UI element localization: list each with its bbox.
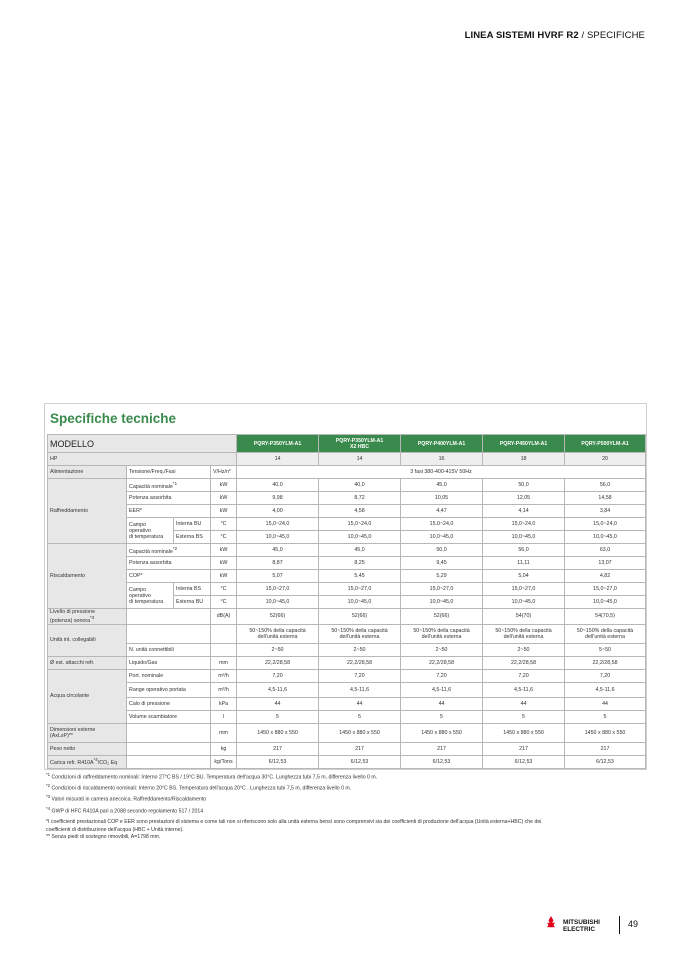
campo-label: Campo operativo di temperatura xyxy=(127,583,174,609)
cell: 7,20 xyxy=(237,669,319,682)
unit-cell: kW xyxy=(211,492,237,505)
row-label: Raffreddamento xyxy=(48,479,127,544)
cell: 1450 x 880 x 550 xyxy=(319,723,401,742)
peso-row xyxy=(48,742,646,755)
note-line: *I coefficienti prestazionali COP e EER sono prestazioni di sistema e come tali non si riferiscono solo alla unità esterna bensì sono comprensivi sia dei coefficienti di produzione dell'acqua (Unità esterna+HBC) che dei xyxy=(46,819,542,825)
cell: 7,20 xyxy=(565,669,646,682)
cell: 10,0~45,0 xyxy=(483,531,565,544)
cell: 40,0 xyxy=(319,479,401,492)
cell: 15,0~27,0 xyxy=(319,583,401,596)
cell: 15,0~24,0 xyxy=(237,518,319,531)
cell: 45,0 xyxy=(319,544,401,557)
cell: 14,58 xyxy=(565,492,646,505)
cell: 44 xyxy=(565,697,646,710)
cell: 14 xyxy=(319,453,401,466)
model-header-row xyxy=(48,435,646,453)
cell: 44 xyxy=(483,697,565,710)
cell: 50~150% della capacità dell'unità esterna xyxy=(483,624,565,643)
cell: 9,45 xyxy=(401,557,483,570)
cell: 50~150% della capacità dell'unità esterna xyxy=(401,624,483,643)
cell: 5 xyxy=(565,710,646,723)
cell: 56,0 xyxy=(565,479,646,492)
cell: 44 xyxy=(237,697,319,710)
unita-numero-row xyxy=(48,643,646,656)
cell: 10,0~45,0 xyxy=(319,596,401,609)
spec-table xyxy=(47,434,646,769)
cell: 10,0~45,0 xyxy=(237,531,319,544)
model-header: PQRY-P500YLM-A1 xyxy=(565,435,646,453)
sub-label: COP* xyxy=(127,570,211,583)
sub-label xyxy=(127,624,211,643)
cell: 10,0~45,0 xyxy=(565,531,646,544)
sub-label: Capacità nominale$^{*1}$ xyxy=(127,479,211,492)
cell: 1450 x 880 x 550 xyxy=(237,723,319,742)
cell: 9,98 xyxy=(237,492,319,505)
raffreddamento-row xyxy=(48,505,646,518)
sub-label xyxy=(127,742,211,755)
footnote: $^{*4}$ GWP di HFC R410A pari a 2088 secondo regolamento 517 / 2014 xyxy=(46,805,204,815)
cell: 8,72 xyxy=(319,492,401,505)
model-header: PQRY-P350YLM-A1 X2 HBC xyxy=(319,435,401,453)
unit-cell: kg xyxy=(211,742,237,755)
mitsubishi-electric-logo xyxy=(541,915,621,937)
sub-label: Volume scambiatore xyxy=(127,710,211,723)
cell: 52(66) xyxy=(237,609,319,625)
cell: 7,20 xyxy=(319,669,401,682)
unit-cell: °C xyxy=(211,596,237,609)
unit-cell: kW xyxy=(211,505,237,518)
raffreddamento-row xyxy=(48,479,646,492)
sub-label: Tensione/Freq./Fasi xyxy=(127,466,211,479)
cell: 3,84 xyxy=(565,505,646,518)
cell: 15,0~27,0 xyxy=(237,583,319,596)
cell: 7,20 xyxy=(401,669,483,682)
footer-divider xyxy=(619,916,620,934)
spec-table-card xyxy=(44,403,647,770)
sub-label: N. unità connettibili xyxy=(127,643,211,656)
row-label: Dimensioni esterne (AxLxP)** xyxy=(48,723,127,742)
cell: 22,2/28,58 xyxy=(237,656,319,669)
cell: 45,0 xyxy=(237,544,319,557)
unit-cell: V/Hz/n° xyxy=(211,466,237,479)
unit-cell: kW xyxy=(211,479,237,492)
cell: 1450 x 880 x 550 xyxy=(483,723,565,742)
cell: 52(66) xyxy=(401,609,483,625)
sub-label: Interna BU xyxy=(174,518,211,531)
cell: 8,87 xyxy=(237,557,319,570)
row-label: Riscaldamento xyxy=(48,544,127,609)
unit-cell: kW xyxy=(211,544,237,557)
row-label: Unità int. collegabili xyxy=(48,624,127,656)
unit-cell xyxy=(211,624,237,643)
sub-label xyxy=(127,755,211,768)
sub-label: EER* xyxy=(127,505,211,518)
cell: 44 xyxy=(401,697,483,710)
cell: 10,0~45,0 xyxy=(401,596,483,609)
row-label: HP xyxy=(48,453,237,466)
cell: 54(70,5) xyxy=(565,609,646,625)
cell: 12,05 xyxy=(483,492,565,505)
cell: 16 xyxy=(401,453,483,466)
cell: 22,2/28,58 xyxy=(319,656,401,669)
cell: 5 xyxy=(401,710,483,723)
cell: 15,0~27,0 xyxy=(483,583,565,596)
notes xyxy=(46,819,646,842)
cell: 15,0~27,0 xyxy=(565,583,646,596)
cell: 15,0~24,0 xyxy=(483,518,565,531)
cell: 7,20 xyxy=(483,669,565,682)
raffreddamento-campo-row xyxy=(48,518,646,531)
cell: 2~50 xyxy=(319,643,401,656)
model-header: PQRY-P350YLM-A1 xyxy=(237,435,319,453)
cell: 50,0 xyxy=(401,544,483,557)
row-label: Ø est. attacchi refr. xyxy=(48,656,127,669)
row-label: Peso netto xyxy=(48,742,127,755)
footnotes xyxy=(46,771,646,816)
cell: 4,58 xyxy=(319,505,401,518)
riscaldamento-campo-row xyxy=(48,583,646,596)
riscaldamento-row xyxy=(48,544,646,557)
cell: 50~150% della capacità dell'unità esterna xyxy=(237,624,319,643)
cell: 4,5-11,6 xyxy=(565,682,646,697)
cell: 45,0 xyxy=(401,479,483,492)
cell: 5 xyxy=(483,710,565,723)
cell: 2~50 xyxy=(401,643,483,656)
cell: 5 xyxy=(237,710,319,723)
attacchi-row xyxy=(48,656,646,669)
cell: 50,0 xyxy=(483,479,565,492)
cell: 11,11 xyxy=(483,557,565,570)
unit-cell: l xyxy=(211,710,237,723)
cell: 6/12,53 xyxy=(237,755,319,768)
cell: 4,00 xyxy=(237,505,319,518)
cell: 50~150% della capacità dell'unità esterna xyxy=(565,624,646,643)
sub-label: Potenza assorbita xyxy=(127,557,211,570)
cell: 13,07 xyxy=(565,557,646,570)
footnote: $^{*1}$ Condizioni di raffreddamento nominali: Interno 27°C BS / 19°C BU. Temperatura dell'acqua 30°C. Lunghezza tubi 7,5 m, differenza livello 0 m. xyxy=(46,772,378,781)
livello-row xyxy=(48,609,646,625)
note-line: coefficienti di distribuzione dell'acqua (HBC + Unità interne). xyxy=(46,826,184,833)
acqua-row xyxy=(48,710,646,723)
model-header: PQRY-P450YLM-A1 xyxy=(483,435,565,453)
cell: 4,5-11,6 xyxy=(319,682,401,697)
carica-row xyxy=(48,755,646,768)
cell: 217 xyxy=(319,742,401,755)
row-label: Alimentazione xyxy=(48,466,127,479)
cell: 10,0~45,0 xyxy=(401,531,483,544)
cell: 15,0~24,0 xyxy=(565,518,646,531)
cell: 5 xyxy=(319,710,401,723)
cell: 217 xyxy=(237,742,319,755)
cell: 10,05 xyxy=(401,492,483,505)
sub-label: Esterna BU xyxy=(174,596,211,609)
unita-capacita-row xyxy=(48,624,646,643)
cell: 8,25 xyxy=(319,557,401,570)
acqua-row xyxy=(48,669,646,682)
row-label: Carica refr. $R410A^{*4}$/CO₂ Eq xyxy=(48,755,127,768)
unit-cell: kPa xyxy=(211,697,237,710)
page-number: 49 xyxy=(628,919,639,929)
three-diamonds-icon xyxy=(541,915,561,935)
unit-cell: °C xyxy=(211,531,237,544)
sub-label: Port. nominale xyxy=(127,669,211,682)
cell: 10,0~45,0 xyxy=(237,596,319,609)
riscaldamento-row xyxy=(48,570,646,583)
cell: 6/12,53 xyxy=(319,755,401,768)
sub-label xyxy=(127,723,211,742)
cell: 18 xyxy=(483,453,565,466)
cell: 20 xyxy=(565,453,646,466)
cell: 5,07 xyxy=(237,570,319,583)
unit-cell: dB(A) xyxy=(211,609,237,625)
cell: 4,14 xyxy=(483,505,565,518)
sub-label: Calo di pressione xyxy=(127,697,211,710)
alimentazione-row xyxy=(48,466,646,479)
modello-label: MODELLO xyxy=(48,435,237,453)
unit-cell: mm xyxy=(211,656,237,669)
acqua-row xyxy=(48,697,646,710)
acqua-row xyxy=(48,682,646,697)
hp-row xyxy=(48,453,646,466)
cell: 2~50 xyxy=(237,643,319,656)
note-line: ** Senza piedi di sostegno rimovibili, A=1798 mm. xyxy=(46,834,161,840)
cell: 6/12,53 xyxy=(483,755,565,768)
cell: 10,0~45,0 xyxy=(319,531,401,544)
footnote: $^{*2}$ Condizioni di riscaldamento nominali: Interno 20°C BS. Temperatura dell'acqua 20°C . Lunghezza tubi 7,5 m, differenza livello 0 m. xyxy=(46,783,352,792)
cell: 4,47 xyxy=(401,505,483,518)
unit-cell xyxy=(211,643,237,656)
cell: 10,0~45,0 xyxy=(483,596,565,609)
dimensioni-row xyxy=(48,723,646,742)
brand-name: MITSUBISHI ELECTRIC xyxy=(563,919,600,933)
cell: 52(66) xyxy=(319,609,401,625)
cell: 15,0~24,0 xyxy=(401,518,483,531)
sub-label: Esterna BS xyxy=(174,531,211,544)
unit-cell: mm xyxy=(211,723,237,742)
riscaldamento-row xyxy=(48,557,646,570)
cell: 217 xyxy=(401,742,483,755)
cell: 217 xyxy=(565,742,646,755)
cell: 22,2/28,58 xyxy=(483,656,565,669)
model-header: PQRY-P400YLM-A1 xyxy=(401,435,483,453)
sub-label: Liquido/Gas xyxy=(127,656,211,669)
unit-cell: kW xyxy=(211,570,237,583)
cell: 22,2/28,58 xyxy=(401,656,483,669)
row-label: Livello di pressione (potenza) sonora$^{*3}$ xyxy=(48,609,127,625)
cell: 4,5-11,6 xyxy=(401,682,483,697)
cell: 5,45 xyxy=(319,570,401,583)
cell: 54(70) xyxy=(483,609,565,625)
cell: 1450 x 880 x 550 xyxy=(565,723,646,742)
cell: 1450 x 880 x 550 xyxy=(401,723,483,742)
unit-cell: m³/h xyxy=(211,669,237,682)
cell: 4,5-11,6 xyxy=(483,682,565,697)
raffreddamento-row xyxy=(48,492,646,505)
section-title: Specifiche tecniche xyxy=(50,411,177,426)
cell: 14 xyxy=(237,453,319,466)
campo-label: Campo operativo di temperatura xyxy=(127,518,174,544)
unit-cell: °C xyxy=(211,583,237,596)
unit-cell: kW xyxy=(211,557,237,570)
cell: 6/12,53 xyxy=(401,755,483,768)
cell: 2~50 xyxy=(483,643,565,656)
cell: 56,0 xyxy=(483,544,565,557)
cell: 3 fasi 380-400-415V 50Hz xyxy=(237,466,646,479)
cell: 15,0~24,0 xyxy=(319,518,401,531)
unit-cell: kg/Tons xyxy=(211,755,237,768)
footnote: $^{*3}$ Valori misurati in camera anecoica. Raffreddamento/Riscaldamento xyxy=(46,794,207,804)
row-label: Acqua circolante xyxy=(48,669,127,723)
cell: 15,0~27,0 xyxy=(401,583,483,596)
cell: 10,0~45,0 xyxy=(565,596,646,609)
cell: 44 xyxy=(319,697,401,710)
sub-label: Potenza assorbita xyxy=(127,492,211,505)
sub-label: Interna BS xyxy=(174,583,211,596)
unit-cell: °C xyxy=(211,518,237,531)
cell: 40,0 xyxy=(237,479,319,492)
sub-label: Capacità nominale$^{*2}$ xyxy=(127,544,211,557)
cell: 4,5-11,6 xyxy=(237,682,319,697)
cell: 6/12,53 xyxy=(565,755,646,768)
cell: 50~150% della capacità dell'unità esterna xyxy=(319,624,401,643)
cell: 63,0 xyxy=(565,544,646,557)
cell: 217 xyxy=(483,742,565,755)
cell: 22,2/28,58 xyxy=(565,656,646,669)
cell: 5,29 xyxy=(401,570,483,583)
cell: 5,04 xyxy=(483,570,565,583)
page-header-title: LINEA SISTEMI HVRF R2 / SPECIFICHE xyxy=(464,30,645,41)
cell: 5~50 xyxy=(565,643,646,656)
sub-label xyxy=(127,609,211,625)
cell: 4,82 xyxy=(565,570,646,583)
unit-cell: m³/h xyxy=(211,682,237,697)
sub-label: Range operativo portata xyxy=(127,682,211,697)
